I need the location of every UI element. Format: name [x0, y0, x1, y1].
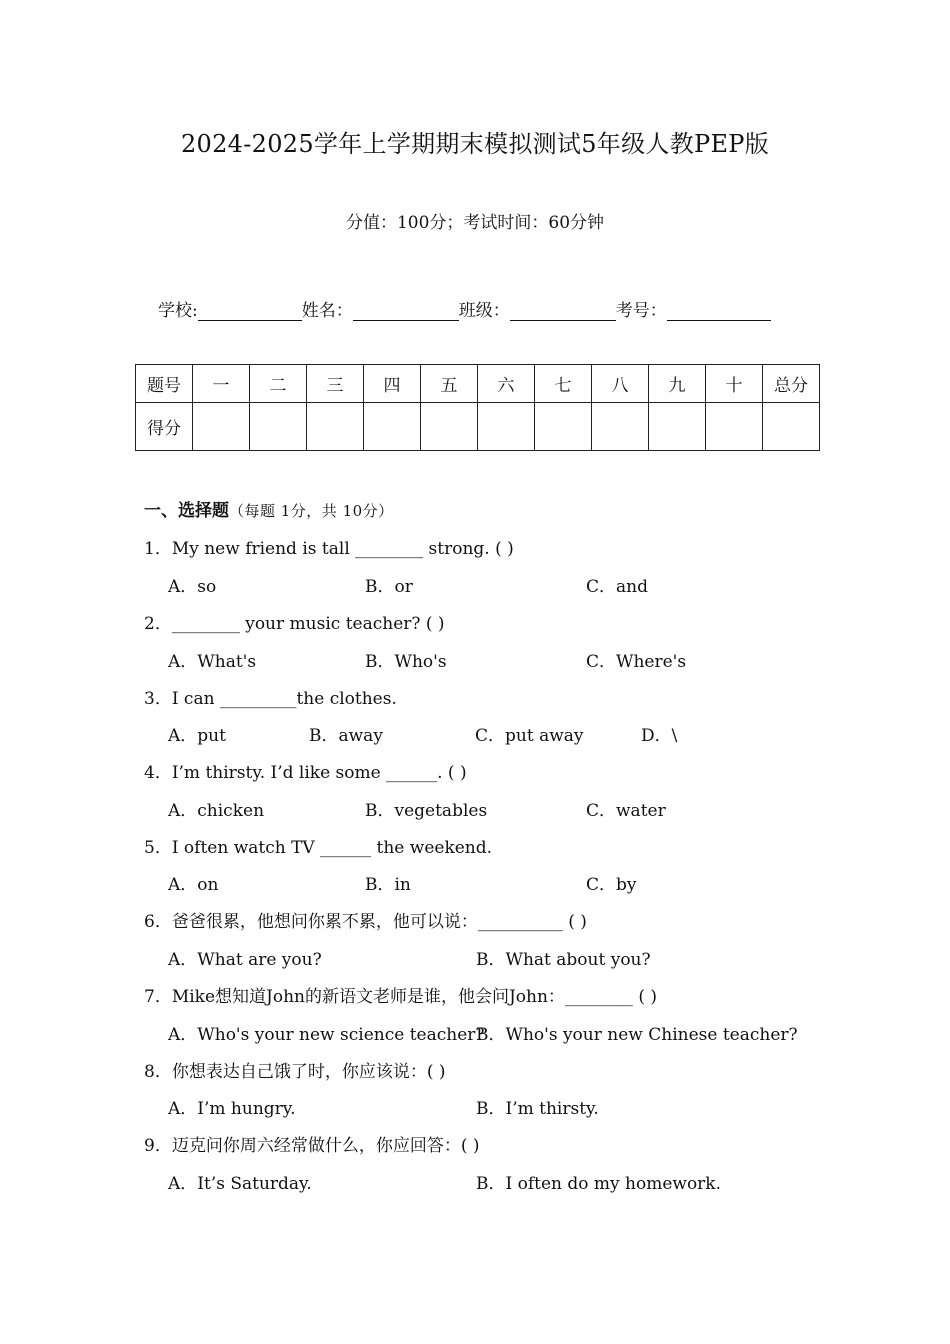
question-3: 3．I can _________the clothes. [144, 689, 397, 709]
score-cell[interactable] [421, 403, 478, 451]
exam-subtitle: 分值：100分；考试时间：60分钟 [345, 213, 605, 233]
question-1-option-a: A．so [168, 577, 217, 597]
question-9-option-b: B．I often do my homework. [476, 1174, 722, 1194]
score-header-cell: 一 [193, 365, 250, 403]
score-table-header-row [136, 365, 820, 403]
student-info-row [158, 296, 771, 321]
score-header-cell: 七 [535, 365, 592, 403]
score-table [135, 364, 820, 451]
question-2-option-c: C．Where's [586, 652, 687, 672]
score-header-cell: 总分 [763, 365, 820, 403]
score-cell[interactable] [592, 403, 649, 451]
question-5-option-c: C．by [586, 875, 637, 895]
class-label: 班级： [458, 301, 510, 321]
class-blank[interactable] [510, 302, 616, 321]
score-table-score-row [136, 403, 820, 451]
question-7-option-b: B．Who's your new Chinese teacher? [476, 1025, 798, 1045]
exam-number-blank[interactable] [667, 302, 771, 321]
score-cell[interactable] [535, 403, 592, 451]
question-1-option-c: C．and [586, 577, 648, 597]
score-header-cell: 题号 [136, 365, 193, 403]
question-4: 4．I’m thirsty. I’d like some ______. ( ) [144, 763, 467, 783]
question-3-option-d: D．\ [641, 726, 678, 746]
question-5: 5．I often watch TV ______ the weekend. [144, 838, 493, 858]
school-blank[interactable] [198, 302, 302, 321]
section-note: （每题 1分，共 10分） [229, 502, 394, 520]
score-header-cell: 三 [307, 365, 364, 403]
question-9: 9．迈克问你周六经常做什么，你应回答：( ) [144, 1136, 480, 1156]
question-7: 7．Mike想知道John的新语文老师是谁，他会问John：________ ( ) [144, 987, 657, 1007]
name-blank[interactable] [353, 302, 459, 321]
question-1: 1．My new friend is tall ________ strong. ( ) [144, 539, 514, 559]
exam-title: 2024-2025学年上学期期末模拟测试5年级人教PEP版 [180, 130, 770, 158]
question-5-option-b: B．in [365, 875, 411, 895]
question-5-option-a: A．on [168, 875, 219, 895]
score-header-cell: 二 [250, 365, 307, 403]
question-3-option-c: C．put away [475, 726, 584, 746]
score-cell[interactable] [706, 403, 763, 451]
score-row-label: 得分 [136, 403, 193, 451]
question-4-option-c: C．water [586, 801, 666, 821]
question-6-option-b: B．What about you? [476, 950, 651, 970]
section-title: 一、选择题 [144, 501, 229, 521]
question-2-option-a: A．What's [168, 652, 257, 672]
question-8: 8．你想表达自己饿了时，你应该说：( ) [144, 1062, 446, 1082]
question-6-option-a: A．What are you? [168, 950, 322, 970]
question-4-option-b: B．vegetables [365, 801, 488, 821]
section-heading [144, 496, 394, 521]
question-3-option-b: B．away [309, 726, 383, 746]
question-3-option-a: A．put [168, 726, 226, 746]
score-cell[interactable] [307, 403, 364, 451]
question-1-option-b: B．or [365, 577, 413, 597]
score-cell[interactable] [478, 403, 535, 451]
score-header-cell: 五 [421, 365, 478, 403]
score-header-cell: 六 [478, 365, 535, 403]
score-header-cell: 四 [364, 365, 421, 403]
score-cell[interactable] [649, 403, 706, 451]
score-header-cell: 九 [649, 365, 706, 403]
score-header-cell: 八 [592, 365, 649, 403]
question-9-option-a: A．It’s Saturday. [168, 1174, 312, 1194]
score-cell[interactable] [763, 403, 820, 451]
question-4-option-a: A．chicken [168, 801, 265, 821]
score-header-cell: 十 [706, 365, 763, 403]
score-cell[interactable] [364, 403, 421, 451]
exam-number-label: 考号： [615, 301, 667, 321]
score-cell[interactable] [193, 403, 250, 451]
question-6: 6．爸爸很累，他想问你累不累，他可以说：__________ ( ) [144, 912, 587, 932]
question-7-option-a: A．Who's your new science teacher? [168, 1025, 485, 1045]
question-2: 2．________ your music teacher? ( ) [144, 614, 445, 634]
school-label: 学校: [158, 301, 198, 321]
score-cell[interactable] [250, 403, 307, 451]
question-2-option-b: B．Who's [365, 652, 447, 672]
question-8-option-b: B．I’m thirsty. [476, 1099, 599, 1119]
name-label: 姓名： [301, 301, 353, 321]
question-8-option-a: A．I’m hungry. [168, 1099, 296, 1119]
